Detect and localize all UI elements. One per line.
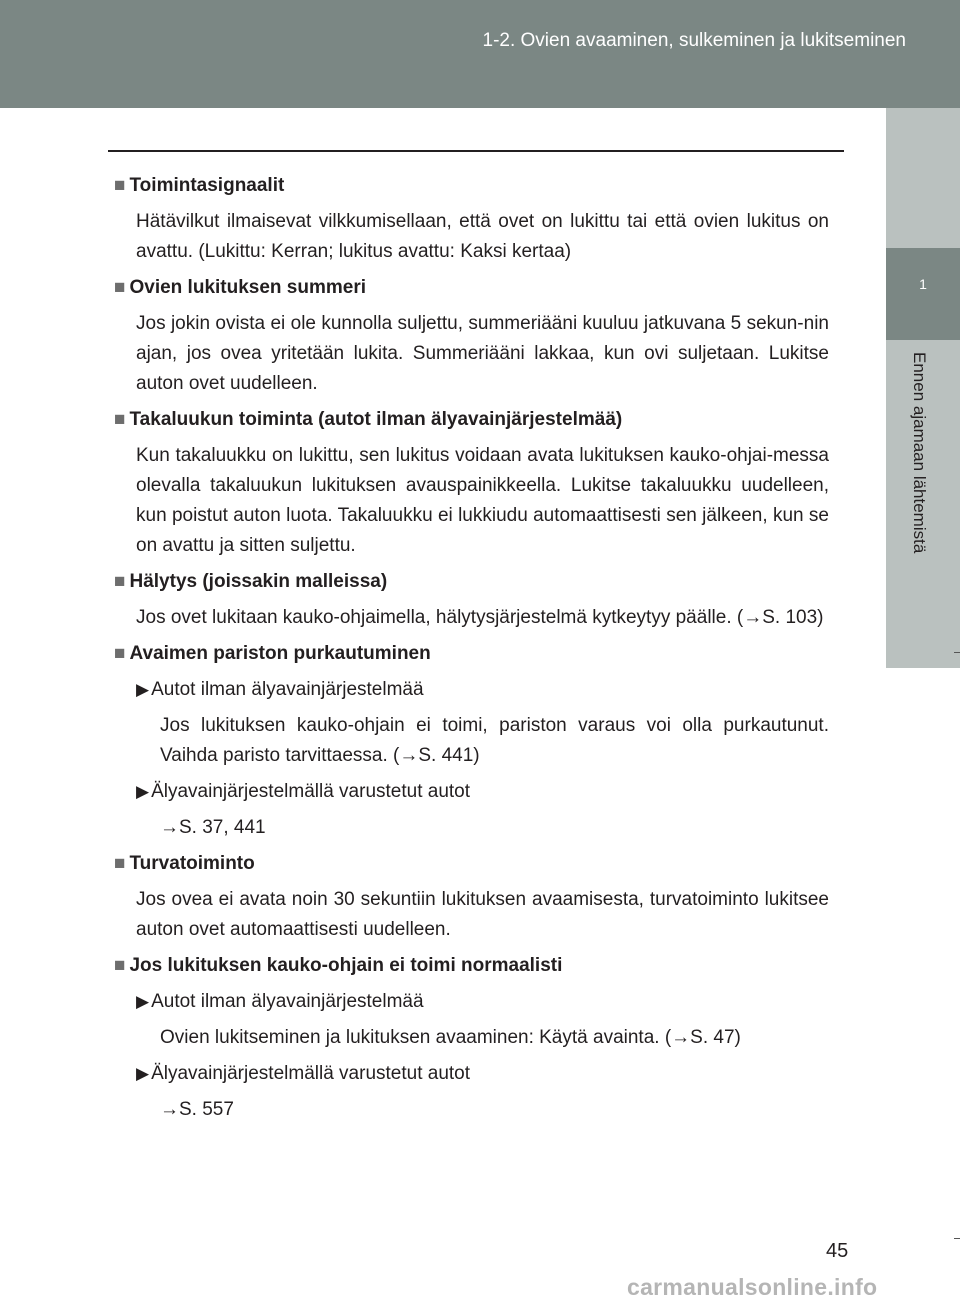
- section-heading: ■ Jos lukituksen kauko-ohjain ei toimi normaalisti: [114, 955, 563, 976]
- crop-mark: [954, 1238, 960, 1239]
- chapter-title: Ennen ajamaan lähtemistä: [910, 352, 929, 554]
- section-heading: ■ Avaimen pariston purkautuminen: [114, 643, 431, 664]
- chapter-number: 1: [919, 276, 927, 292]
- watermark: carmanualsonline.info: [627, 1274, 878, 1300]
- square-bullet-icon: ■: [114, 277, 126, 298]
- square-bullet-icon: ■: [114, 409, 126, 430]
- sub-item-text: Ovien lukitseminen ja lukituksen avaaminen: Käytä avainta. (→S. 47): [160, 1027, 741, 1048]
- triangle-bullet-icon: ▶: [136, 992, 150, 1011]
- sub-item-label: ▶ Autot ilman älyavainjärjestelmää: [136, 679, 424, 700]
- section-heading: ■ Toimintasignaalit: [114, 175, 285, 196]
- sub-item-label: ▶ Älyavainjärjestelmällä varustetut autot: [136, 1063, 471, 1084]
- section-text: Jos ovet lukitaan kauko-ohjaimella, hälytysjärjestelmä kytkeytyy päälle. (→S. 103): [136, 607, 824, 628]
- square-bullet-icon: ■: [114, 571, 126, 592]
- section-text: Jos jokin ovista ei ole kunnolla suljettu, summeriääni kuuluu jatkuvana 5 sekun-nin ajan, jos ovea yritetään lukita. Summeriääni lakkaa, kun ovi suljetaan. Lukitse auton ovet uudelleen.: [136, 313, 829, 394]
- chapter-tab: [886, 248, 960, 340]
- sub-item-label: ▶ Autot ilman älyavainjärjestelmää: [136, 991, 424, 1012]
- sub-item-text: →S. 37, 441: [160, 817, 266, 838]
- section-heading: ■ Turvatoiminto: [114, 853, 255, 874]
- header-divider: [108, 150, 844, 152]
- section-heading: ■ Takaluukun toiminta (autot ilman älyavainjärjestelmää): [114, 409, 623, 430]
- section-heading: ■ Ovien lukituksen summeri: [114, 277, 367, 298]
- triangle-bullet-icon: ▶: [136, 782, 150, 801]
- square-bullet-icon: ■: [114, 643, 126, 664]
- sub-item-label: ▶ Älyavainjärjestelmällä varustetut autot: [136, 781, 471, 802]
- section-text: Hätävilkut ilmaisevat vilkkumisellaan, että ovet on lukittu tai että ovien lukitus on avattu. (Lukittu: Kerran; lukitus avattu: Kaksi kertaa): [136, 211, 829, 262]
- sub-item-text: →S. 557: [160, 1099, 234, 1120]
- page-content: [114, 171, 829, 1131]
- crop-mark: [954, 652, 960, 653]
- sub-item-text: Jos lukituksen kauko-ohjain ei toimi, pariston varaus voi olla purkautunut. Vaihda paristo tarvittaessa. (→S. 441): [160, 715, 829, 766]
- header-band: [0, 0, 960, 108]
- square-bullet-icon: ■: [114, 955, 126, 976]
- square-bullet-icon: ■: [114, 175, 126, 196]
- section-text: Jos ovea ei avata noin 30 sekuntiin lukituksen avaamisesta, turvatoiminto lukitsee auton ovet automaattisesti uudelleen.: [136, 889, 829, 940]
- section-text: Kun takaluukku on lukittu, sen lukitus voidaan avata lukituksen kauko-ohjai-messa olevalla takaluukun lukituksen avauspainikkeella. Lukitse takaluukku uudelleen, kun poistut auton luota. Takaluukku ei lukkiudu automaattisesti sen jälkeen, kun se on avattu ja sitten suljettu.: [136, 445, 829, 556]
- square-bullet-icon: ■: [114, 853, 126, 874]
- triangle-bullet-icon: ▶: [136, 680, 150, 699]
- section-header-title: 1-2. Ovien avaaminen, sulkeminen ja lukitseminen: [482, 30, 906, 51]
- section-heading: ■ Hälytys (joissakin malleissa): [114, 571, 388, 592]
- triangle-bullet-icon: ▶: [136, 1064, 150, 1083]
- page-number: 45: [826, 1240, 849, 1262]
